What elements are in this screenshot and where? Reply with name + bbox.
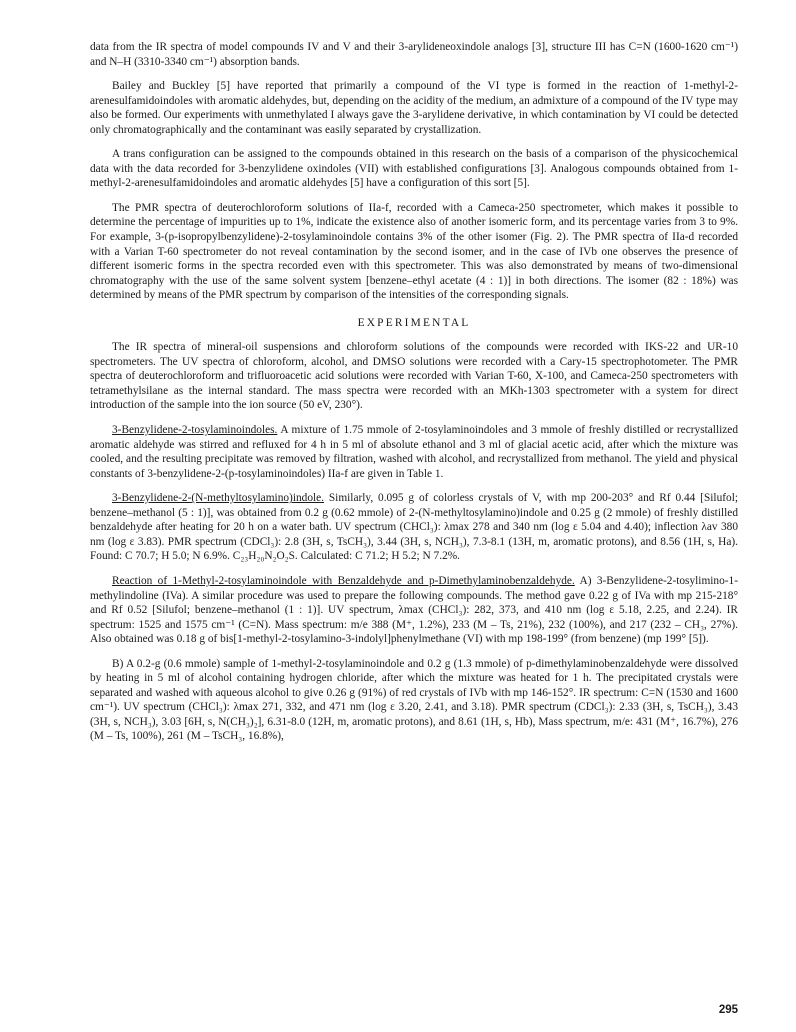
paragraph-instruments <box>90 340 738 413</box>
section-lead-benzylidene-tosylaminoindoles: 3-Benzylidene-2-tosylaminoindoles. <box>112 424 278 437</box>
section-body-reaction: A) 3-Benzylidene-2-tosylimino-1-methylindoline (IVa). A similar procedure was used to prepare the following compounds. The method gave 0.22 g of IVa with mp 215-218° and Rf 0.52 [Silufol; benzene–methanol (1 : 1)]. UV spectrum, λmax (CHCl₃): 282, 373, and 410 nm (log ε 5.18, 2.25, and 2.24). IR spectrum: 1525 and 1575 cm⁻¹ (C=N). Mass spectrum: m/e 388 (M⁺, 1.2%), 233 (M – Ts, 21%), 232 (100%), and 217 (232 – CH₃, 27%). Also obtained was 0.18 g of bis[1-methyl-2-tosylamino-3-indolyl]phenylmethane (VI) with mp 198-199° (from benzene) (mp 199° [5]). <box>90 574 738 646</box>
section-body-methyltosylamino-indole: Similarly, 0.095 g of colorless crystals of V, with mp 200-203° and Rf 0.44 [Silufol; benzene–methanol (5 : 1)], was obtained from 0.2 g (0.62 mmole) of 2-(N-methyltosylamino)indole and 0.25 g (2 mmole) of freshly distilled benzaldehyde after heating for 20 h on a water bath. UV spectrum (CHCl₃): λmax 278 and 340 nm (log ε 5.04 and 4.40); inflection λav 380 nm (log ε 3.83). PMR spectrum (CDCl₃): 2.8 (3H, s, TsCH₃), 3.44 (3H, s, NCH₃), 7.3-8.1 (13H, m, aromatic protons), and 8.56 (1H, s, Ha). Found: C 70.7; H 5.0; N 6.9%. C₂₃H₂₀N₂O₂S. Calculated: C 71.2; H 5.2; N 7.2%. <box>90 492 738 563</box>
instruments-body: The IR spectra of mineral-oil suspensions and chloroform solutions of the compounds were recorded with IKS-22 and UR-10 spectrometers. The UV spectra of chloroform, alcohol, and DMSO solutions were recorded with a Cary-15 spectrophotometer. The PMR spectra of deuterochloroform and trifluoroacetic acid solutions were recorded with Varian T-60, X-100, and Cameca-250 spectrometers with tetramethylsilane as the internal standard. The mass spectra were recorded with an MKh-1303 spectrometer with a system for direct introduction of the sample into the ion source (50 eV, 230°). <box>90 341 738 412</box>
article-page <box>90 40 738 744</box>
section-lead-methyltosylamino-indole: 3-Benzylidene-2-(N-methyltosylamino)indole. <box>112 492 325 505</box>
paragraph-ir-structure: data from the IR spectra of model compounds IV and V and their 3-arylideneoxindole analogs [3], structure III has C=N (1600-1620 cm⁻¹) and N–H (3310-3340 cm⁻¹) absorption bands. <box>90 41 738 68</box>
paragraph-procedure-b: B) A 0.2-g (0.6 mmole) sample of 1-methyl-2-tosylaminoindole and 0.2 g (1.3 mmole) of p-dimethylaminobenzaldehyde were dissolved by heating in 5 ml of alcohol containing hydrogen chloride, after which the mixture was heated for 1 h. The precipitated crystals were separated and washed with aqueous alcohol to give 0.26 g (91%) of red crystals of IVb with mp 146-152°. IR spectrum: C=N (1530 and 1600 cm⁻¹). UV spectrum (CHCl₃): λmax 271, 332, and 471 nm (log ε 3.20, 2.41, and 3.18). PMR spectrum (CDCl₃): 2.33 (3H, s, TsCH₃), 3.43 (3H, s, NCH₃), 3.03 [6H, s, N(CH₃)₂], 6.31-8.0 (12H, m, aromatic protons), and 8.61 (1H, s, Hb), Mass spectrum, m/e: 431 (M⁺, 16.7%), 276 (M – Ts, 100%), 261 (M – TsCH₃, 16.8%), <box>90 657 738 743</box>
paragraph-reaction-methyl-tosylaminoindole <box>90 574 738 647</box>
paragraph-benzylidene-tosylaminoindoles <box>90 423 738 481</box>
page-number: 295 <box>718 1004 738 1016</box>
experimental-heading: EXPERIMENTAL <box>357 316 471 329</box>
paragraph-trans-configuration: A trans configuration can be assigned to the compounds obtained in this research on the basis of a comparison of the physicochemical data with the data recorded for 3-benzylidene oxindoles (VII) with established configurations [3]. Analogous compounds obtained from 1-methyl-2-arenesulfamidoindoles and aromatic aldehydes [5] have a configuration of this sort [5]. <box>90 148 738 190</box>
section-body-benzylidene-tosylaminoindoles: A mixture of 1.75 mmole of 2-tosylaminoindoles and 3 mmole of freshly distilled or recrystallized aromatic aldehyde was stirred and refluxed for 4 h in 5 ml of absolute ethanol and 3 ml of glacial acetic acid, after which the mixture was cooled, and the resulting precipitate was removed by filtration, washed with alcohol, and recrystallized from methanol. The yield and physical constants of 3-benzylidene-2-(p-tosylaminoindoles) IIa-f are given in Table 1. <box>90 424 738 480</box>
paragraph-methyltosylamino-indole <box>90 491 738 564</box>
section-lead-reaction: Reaction of 1-Methyl-2-tosylaminoindole with Benzaldehyde and p-Dimethylaminobenzaldehyde. <box>112 574 575 587</box>
paragraph-pmr-spectra: The PMR spectra of deuterochloroform solutions of IIa-f, recorded with a Cameca-250 spectrometer, which makes it possible to determine the percentage of impurities up to 1%, indicate the existence also of another isomeric form, and its percentage varies from 3 to 9%. For example, 3-(p-isopropylbenzylidene)-2-tosylaminoindole contains 3% of the other isomer (Fig. 2). The PMR spectra of IIa-d recorded with a Varian T-60 spectrometer do not reveal contamination by the second isomer, and in the case of IVb one observes the presence of different isomeric forms in the spectra recorded even with this spectrometer. This was also demonstrated by means of two-dimensional chromatography with the use of the same solvent system [benzene–ethyl acetate (4 : 1)] in both directions. The isomer (82 : 18%) was determined by means of the PMR spectrum by comparison of the intensities of the corresponding signals. <box>90 201 738 302</box>
paragraph-bailey-buckley: Bailey and Buckley [5] have reported that primarily a compound of the VI type is formed in the reaction of 1-methyl-2-arenesulfamidoindoles with aromatic aldehydes, but, depending on the acidity of the medium, an admixture of a compound of the IV type may also be formed. Our experiments with unmethylated I always gave the 3-arylidene derivative, in which contamination by VI could be detected only chromatographically and the contaminant was easily separated by crystallization. <box>90 80 738 136</box>
